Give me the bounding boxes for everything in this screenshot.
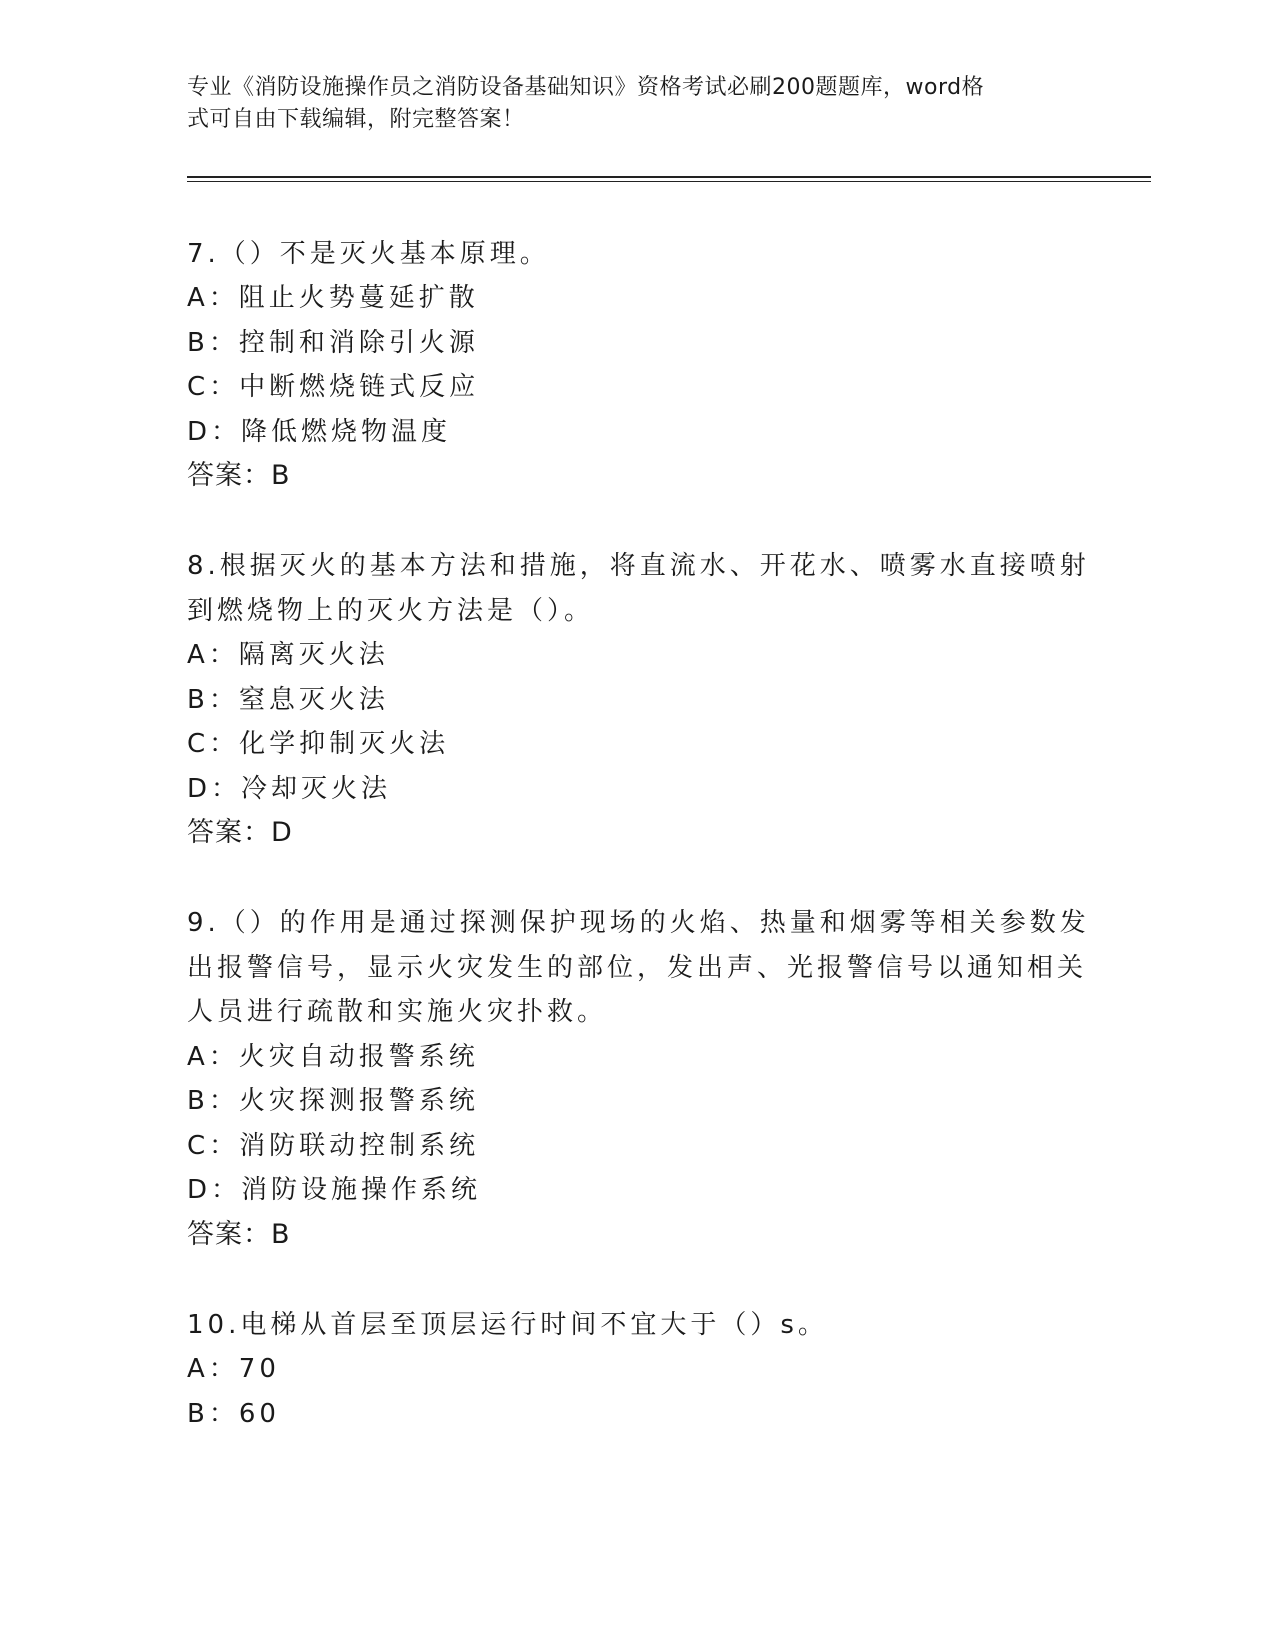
question-9-stem-line-3: 人员进行疏散和实施火灾扑救。 — [187, 997, 608, 1027]
question-7-option-d: D：降低燃烧物温度 — [187, 417, 452, 447]
question-10-option-b: B：60 — [187, 1399, 280, 1429]
question-9-stem-line-1: 9.（）的作用是通过探测保护现场的火焰、热量和烟雾等相关参数发 — [187, 908, 1090, 938]
question-7-stem: 7.（）不是灭火基本原理。 — [187, 239, 550, 269]
question-9-stem-line-2: 出报警信号，显示火灾发生的部位，发出声、光报警信号以通知相关 — [187, 953, 1088, 983]
header-divider-thick — [187, 176, 1151, 178]
question-7-option-c: C：中断燃烧链式反应 — [187, 372, 480, 402]
header-line-1: 专业《消防设施操作员之消防设备基础知识》资格考试必刷200题题库，word格 — [187, 75, 985, 100]
question-10-stem: 10.电梯从首层至顶层运行时间不宜大于（）s。 — [187, 1310, 828, 1340]
header-divider-thin — [187, 181, 1151, 182]
question-8-option-a: A：隔离灭火法 — [187, 640, 389, 670]
question-10-option-a: A：70 — [187, 1354, 280, 1384]
question-8-option-d: D：冷却灭火法 — [187, 774, 392, 804]
question-7-answer: 答案：B — [187, 460, 291, 491]
question-9-option-b: B：火灾探测报警系统 — [187, 1086, 479, 1116]
question-8-option-b: B：窒息灭火法 — [187, 685, 389, 715]
header-line-2: 式可自由下载编辑，附完整答案！ — [187, 107, 525, 132]
question-8-option-c: C：化学抑制灭火法 — [187, 729, 450, 759]
question-9-option-d: D：消防设施操作系统 — [187, 1175, 482, 1205]
question-8-answer: 答案：D — [187, 817, 293, 848]
question-9-option-a: A：火灾自动报警系统 — [187, 1042, 479, 1072]
document-header — [187, 72, 1067, 136]
question-9-answer: 答案：B — [187, 1219, 291, 1250]
question-8-stem-line-1: 8.根据灭火的基本方法和措施，将直流水、开花水、喷雾水直接喷射 — [187, 551, 1090, 581]
question-8-stem-line-2: 到燃烧物上的灭火方法是（）。 — [187, 596, 595, 626]
question-9-option-c: C：消防联动控制系统 — [187, 1131, 480, 1161]
question-7-option-b: B：控制和消除引火源 — [187, 328, 479, 358]
question-7-option-a: A：阻止火势蔓延扩散 — [187, 283, 479, 313]
